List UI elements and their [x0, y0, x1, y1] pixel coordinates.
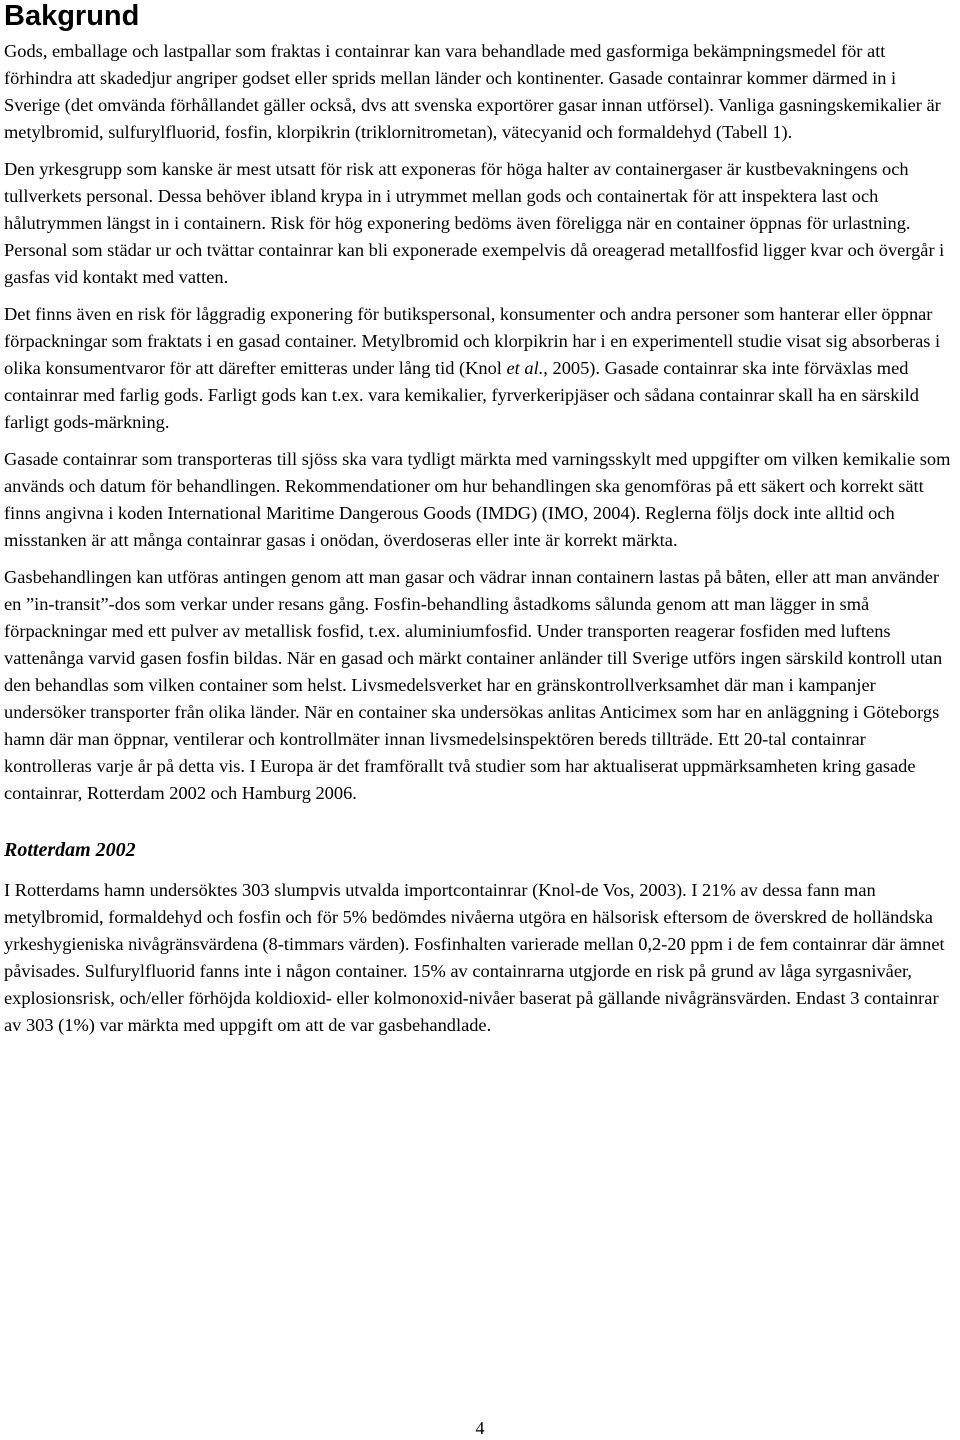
section-heading: Bakgrund: [4, 0, 140, 32]
document-page: [4, 0, 952, 1049]
paragraph-3-text-a: Det finns även en risk för låggradig exponering för butikspersonal, konsumenter och andra personer som hanterar eller öppnar förpackningar som fraktats i en gasad container. Metylbromid och klorpikrin har i en experimentell studie visat sig absorberas i olika konsumentvaror för att därefter emitteras under lång tid (Knol: [4, 304, 941, 378]
paragraph-6: I Rotterdams hamn undersöktes 303 slumpvis utvalda importcontainrar (Knol-de Vos, 2003). I 21% av dessa fann man metylbromid, formaldehyd och fosfin och för 5% bedömdes nivåerna utgöra en hälsorisk eftersom de överskred de holländska yrkeshygieniska nivågränsvärdena (8-timmars värden). Fosfinhalten varierade mellan 0,2-20 ppm i de fem containrar där ämnet påvisades. Sulfurylfluorid fanns inte i någon container. 15% av containrarna utgjorde en risk på grund av låga syrgasnivåer, explosionsrisk, och/eller förhöjda koldioxid- eller kolmonoxid-nivåer baserat på gällande nivågränsvärden. Endast 3 containrar av 303 (1%) var märkta med uppgift om att de var gasbehandlade.: [4, 880, 945, 1035]
paragraph-3-italic: et al.: [506, 358, 544, 378]
paragraph-3: [4, 301, 952, 436]
subsection-heading: Rotterdam 2002: [4, 839, 136, 861]
paragraph-1: Gods, emballage och lastpallar som fraktas i containrar kan vara behandlade med gasformiga bekämpningsmedel för att förhindra att skadedjur angriper godset eller sprids mellan länder och kontinenter. Gasade containrar kommer därmed in i Sverige (det omvända förhållandet gäller också, dvs att svenska exportörer gasar innan utförsel). Vanliga gasningskemikalier är metylbromid, sulfurylfluorid, fosfin, klorpikrin (triklornitrometan), vätecyanid och formaldehyd (Tabell 1).: [4, 41, 941, 142]
page-number: 4: [475, 1418, 485, 1438]
paragraph-2: Den yrkesgrupp som kanske är mest utsatt för risk att exponeras för höga halter av containergaser är kustbevakningens och tullverkets personal. Dessa behöver ibland krypa in i utrymmet mellan gods och containertak för att inspektera last och hålutrymmen längst in i containern. Risk för hög exponering bedöms även föreligga när en container öppnas för urlastning. Personal som städar ur och tvättar containrar kan bli exponerade exempelvis då oreagerad metallfosfid ligger kvar och övergår i gasfas vid kontakt med vatten.: [4, 159, 945, 287]
paragraph-5: Gasbehandlingen kan utföras antingen genom att man gasar och vädrar innan containern lastas på båten, eller att man använder en ”in-transit”-dos som verkar under resans gång. Fosfin-behandling åstadkoms sålunda genom att man lägger in små förpackningar med ett pulver av metallisk fosfid, t.ex. aluminiumfosfid. Under transporten reagerar fosfiden med luftens vattenånga varvid gasen fosfin bildas. När en gasad och märkt container anländer till Sverige utförs ingen särskild kontroll utan den behandlas som vilken container som helst. Livsmedelsverket har en gränskontrollverksamhet där man i kampanjer undersöker transporter från olika länder. När en container ska undersökas anlitas Anticimex som har en anläggning i Göteborgs hamn där man öppnar, ventilerar och kontrollmäter innan livsmedelsinspektören bereds tillträde. Ett 20-tal containrar kontrolleras varje år på detta vis. I Europa är det framförallt två studier som har aktualiserat uppmärksamheten kring gasade containrar, Rotterdam 2002 och Hamburg 2006.: [4, 567, 943, 803]
paragraph-4: Gasade containrar som transporteras till sjöss ska vara tydligt märkta med varningsskylt med uppgifter om vilken kemikalie som används och datum för behandlingen. Rekommendationer om hur behandlingen ska genomföras på ett säkert och korrekt sätt finns angivna i koden International Maritime Dangerous Goods (IMDG) (IMO, 2004). Reglerna följs dock inte alltid och misstanken är att många containrar gasas i onödan, överdoseras eller inte är korrekt märkta.: [4, 449, 951, 550]
paragraph-3-text-b: , 2005). Gasade containrar ska inte förväxlas med containrar med farlig gods. Farligt gods kan t.ex. vara kemikalier, fyrverkeripjäser och sådana containrar skall ha en särskild farligt gods-märkning.: [4, 358, 919, 432]
